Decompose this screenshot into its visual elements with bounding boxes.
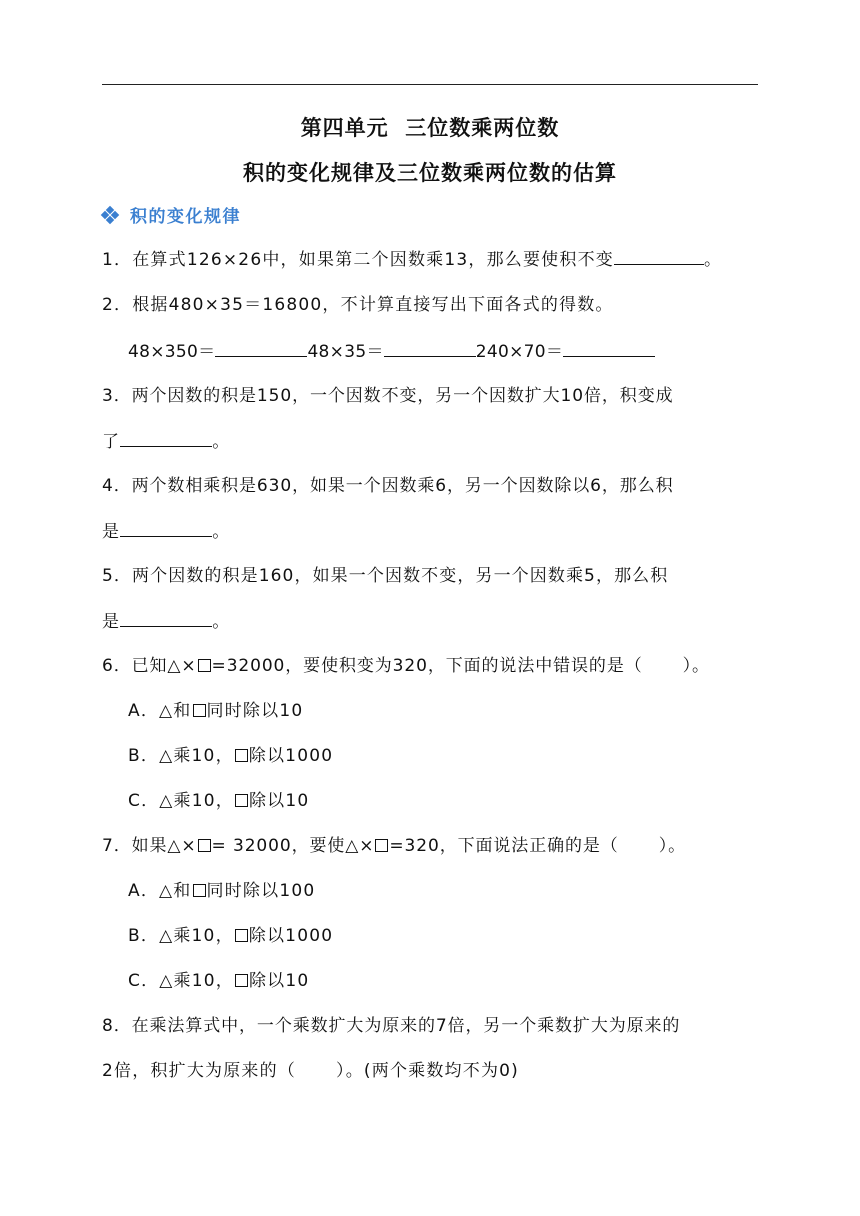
q6-option-a[interactable] (128, 700, 303, 722)
option-text: 除以10 (248, 791, 310, 811)
question-8 (102, 1015, 680, 1037)
answer-blank[interactable] (120, 520, 212, 537)
q6-stem-c: ）。 (682, 656, 710, 676)
q8-line2: 2倍，积扩大为原来的（ (102, 1061, 297, 1081)
lesson-title: 积的变化规律及三位数乘两位数的估算 (243, 160, 617, 185)
question-8-cont (102, 1060, 519, 1082)
unit-title: 第四单元 三位数乘两位数 (300, 115, 560, 140)
option-text: C．△乘10， (128, 791, 234, 811)
question-3-text: 3．两个因数的积是150，一个因数不变，另一个因数扩大10倍，积变成 (102, 386, 674, 406)
question-2 (102, 294, 614, 316)
q2-item-b: 48×35＝ (307, 342, 384, 362)
question-2-text: 2．根据480×35＝16800，不计算直接写出下面各式的得数。 (102, 295, 614, 315)
q4-line2: 是 (102, 522, 121, 542)
q6-stem: 6．已知△× (102, 656, 197, 676)
question-4 (102, 475, 674, 497)
answer-blank[interactable] (215, 340, 307, 357)
punct: 。 (212, 432, 231, 452)
q6-option-c[interactable] (128, 790, 309, 812)
option-text: 同时除以100 (206, 881, 316, 901)
option-text: A．△和 (128, 881, 192, 901)
answer-blank[interactable] (563, 340, 655, 357)
square-symbol (193, 704, 206, 717)
q7-stem-d: ）。 (658, 836, 687, 856)
q7-stem-b: = 32000，要使△× (211, 836, 375, 856)
square-symbol (375, 839, 388, 852)
square-symbol (235, 794, 248, 807)
diamond-bullet-icon (102, 207, 118, 223)
option-text: A．△和 (128, 701, 192, 721)
punct: 。 (212, 522, 231, 542)
answer-blank[interactable] (614, 248, 704, 265)
q7-stem: 7．如果△× (102, 836, 197, 856)
option-text: 同时除以10 (206, 701, 304, 721)
answer-blank[interactable] (384, 340, 476, 357)
q2-item-a: 48×350＝ (128, 342, 216, 362)
answer-blank[interactable] (120, 430, 212, 447)
q7-stem-c: =320，下面说法正确的是（ (389, 836, 619, 856)
question-1-text: 1．在算式126×26中，如果第二个因数乘13，那么要使积不变 (102, 250, 614, 270)
option-text: C．△乘10， (128, 971, 234, 991)
option-text: 除以10 (248, 971, 310, 991)
square-symbol (235, 749, 248, 762)
square-symbol (198, 839, 211, 852)
question-5 (102, 565, 668, 587)
question-2-items (128, 340, 655, 363)
question-3-cont (102, 430, 230, 453)
q8-line2-b: ）。(两个乘数均不为0) (336, 1061, 519, 1081)
question-1 (102, 248, 722, 271)
punct: 。 (703, 250, 723, 270)
question-4-text: 4．两个数相乘积是630，如果一个因数乘6，另一个因数除以6，那么积 (102, 476, 674, 496)
option-text: B．△乘10， (128, 926, 234, 946)
question-8-text: 8．在乘法算式中，一个乘数扩大为原来的7倍，另一个乘数扩大为原来的 (102, 1016, 681, 1036)
question-5-cont (102, 610, 230, 633)
q5-line2: 是 (102, 612, 121, 632)
option-text: 除以1000 (248, 746, 334, 766)
q6-stem-b: =32000，要使积变为320，下面的说法中错误的是（ (211, 656, 643, 676)
q7-option-b[interactable] (128, 925, 333, 947)
option-text: B．△乘10， (128, 746, 234, 766)
square-symbol (235, 929, 248, 942)
question-7 (102, 835, 686, 857)
q3-line2: 了 (102, 432, 121, 452)
header-rule (102, 84, 758, 85)
question-5-text: 5．两个因数的积是160，如果一个因数不变，另一个因数乘5，那么积 (102, 566, 669, 586)
punct: 。 (212, 612, 231, 632)
question-6 (102, 655, 710, 677)
answer-blank[interactable] (120, 610, 212, 627)
question-3 (102, 385, 674, 407)
q6-option-b[interactable] (128, 745, 333, 767)
square-symbol (235, 974, 248, 987)
section-title: 积的变化规律 (130, 207, 241, 227)
question-4-cont (102, 520, 230, 543)
option-text: 除以1000 (248, 926, 334, 946)
square-symbol (198, 659, 211, 672)
q7-option-c[interactable] (128, 970, 309, 992)
q7-option-a[interactable] (128, 880, 315, 902)
square-symbol (193, 884, 206, 897)
q2-item-c: 240×70＝ (475, 342, 564, 362)
section-heading (102, 202, 241, 227)
